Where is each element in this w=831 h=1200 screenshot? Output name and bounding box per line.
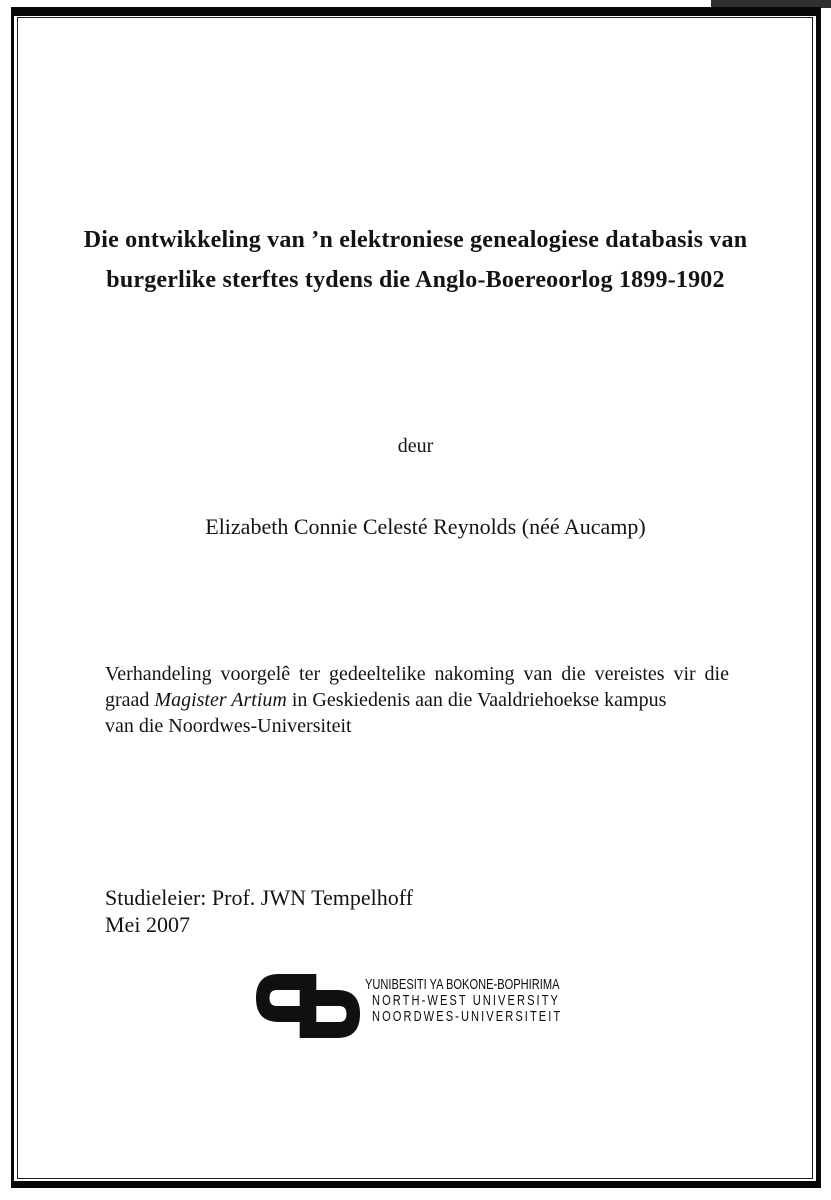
scan-edge-artifact <box>711 0 831 8</box>
degree-name-italic: Magister Artium <box>154 689 287 711</box>
byline-deur: deur <box>397 435 434 457</box>
thesis-title <box>60 220 771 300</box>
logo-text-setswana: YUNIBESITI YA BOKONE-BOPHIRIMA <box>365 976 560 993</box>
degree-statement-line2-suffix: in Geskiedenis aan die Vaaldriehoekse kampus <box>286 689 667 711</box>
degree-statement-line2-prefix: graad <box>105 689 155 711</box>
degree-statement-line2 <box>105 687 729 713</box>
degree-statement-line3: van die Noordwes-Universiteit <box>105 715 352 737</box>
supervisor-line: Studieleier: Prof. JWN Tempelhoff <box>105 885 414 910</box>
date-line: Mei 2007 <box>105 912 190 937</box>
university-logo-text <box>365 977 629 1025</box>
logo-text-afrikaans: NOORDWES-UNIVERSITEIT <box>372 1008 563 1025</box>
nwu-logo-mark-icon <box>256 974 360 1038</box>
degree-statement-line1: Verhandeling voorgelê ter gedeeltelike nakoming van die vereistes vir die <box>105 663 729 685</box>
supervisor-block <box>105 884 413 938</box>
degree-statement <box>105 661 729 739</box>
author-name: Elizabeth Connie Celesté Reynolds (néé Aucamp) <box>205 514 646 539</box>
logo-text-english: NORTH-WEST UNIVERSITY <box>372 992 561 1009</box>
thesis-title-line2: burgerlike sterftes tydens die Anglo-Boereoorlog 1899-1902 <box>106 267 725 294</box>
university-logo <box>256 974 629 1038</box>
thesis-title-line1: Die ontwikkeling van ’n elektroniese genealogiese databasis van <box>83 227 748 254</box>
